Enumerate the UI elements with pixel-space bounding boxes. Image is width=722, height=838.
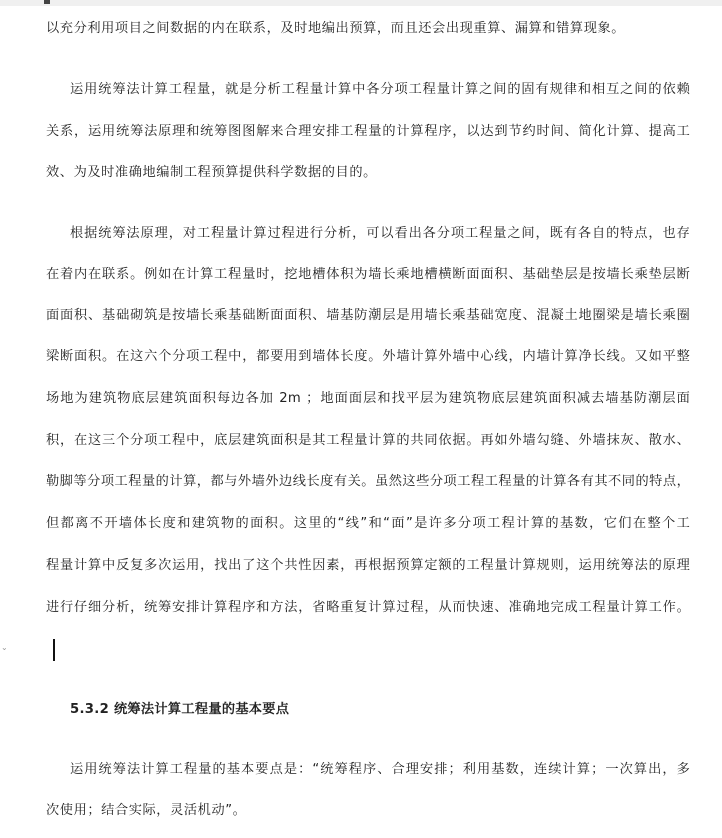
paragraph-1-line-3: 效、为及时准确地编制工程预算提供科学数据的目的。 xyxy=(46,165,377,180)
paragraph-2-line-2: 在着内在联系。例如在计算工程量时，挖地槽体积为墙长乘地槽横断面面积、基础垫层是按墙长乘垫层断 xyxy=(46,267,690,282)
paragraph-2-line-9: 程量计算中反复多次运用，找出了这个共性因素，再根据预算定额的工程量计算规则，运用统筹法的原理 xyxy=(46,558,690,573)
section-heading: 5.3.2 统筹法计算工程量的基本要点 xyxy=(70,702,290,717)
paragraph-2-line-6: 积，在这三个分项工程中，底层建筑面积是其工程量计算的共同依据。再如外墙勾缝、外墙抹灰、散水、 xyxy=(46,433,690,448)
paragraph-2-line-8: 但都离不开墙体长度和建筑物的面积。这里的“线”和“面”是许多分项工程计算的基数，它们在整个工 xyxy=(46,516,690,531)
previous-page-edge xyxy=(0,0,722,6)
page-corner-mark xyxy=(44,0,50,4)
paragraph-3-line-1: 运用统筹法计算工程量的基本要点是：“统筹程序、合理安排；利用基数，连续计算；一次算出，多 xyxy=(70,762,690,777)
paragraph-2-line-1: 根据统筹法原理，对工程量计算过程进行分析，可以看出各分项工程量之间，既有各自的特点，也存 xyxy=(70,226,690,241)
paragraph-3-line-2: 次使用；结合实际，灵活机动”。 xyxy=(46,803,247,818)
text-cursor[interactable] xyxy=(53,639,55,661)
paragraph-2-line-5: 场地为建筑物底层建筑面积每边各加 2m ；地面面层和找平层为建筑物底层建筑面积减去墙基防潮层面 xyxy=(46,391,690,406)
paragraph-1-line-2: 关系，运用统筹法原理和统筹图图解来合理安排工程量的计算程序，以达到节约时间、简化计算、提高工 xyxy=(46,124,690,139)
paragraph-0-line-1: 以充分利用项目之间数据的内在联系，及时地编出预算，而且还会出现重算、漏算和错算现象。 xyxy=(46,21,626,36)
margin-marker-icon: ⌄ xyxy=(1,643,8,652)
paragraph-2-line-10: 进行仔细分析，统筹安排计算程序和方法，省略重复计算过程，从而快速、准确地完成工程量计算工作。 xyxy=(46,600,690,615)
paragraph-2-line-4: 梁断面积。在这六个分项工程中，都要用到墙体长度。外墙计算外墙中心线，内墙计算净长线。又如平整 xyxy=(46,349,690,364)
paragraph-1-line-1: 运用统筹法计算工程量，就是分析工程量计算中各分项工程量计算之间的固有规律和相互之间的依赖 xyxy=(70,82,690,97)
paragraph-2-line-3: 面面积、基础砌筑是按墙长乘基础断面面积、墙基防潮层是用墙长乘基础宽度、混凝土地圈梁是墙长乘圈 xyxy=(46,308,690,323)
paragraph-2-line-7: 勒脚等分项工程量的计算，都与外墙外边线长度有关。虽然这些分项工程工程量的计算各有其不同的特点， xyxy=(46,474,690,489)
